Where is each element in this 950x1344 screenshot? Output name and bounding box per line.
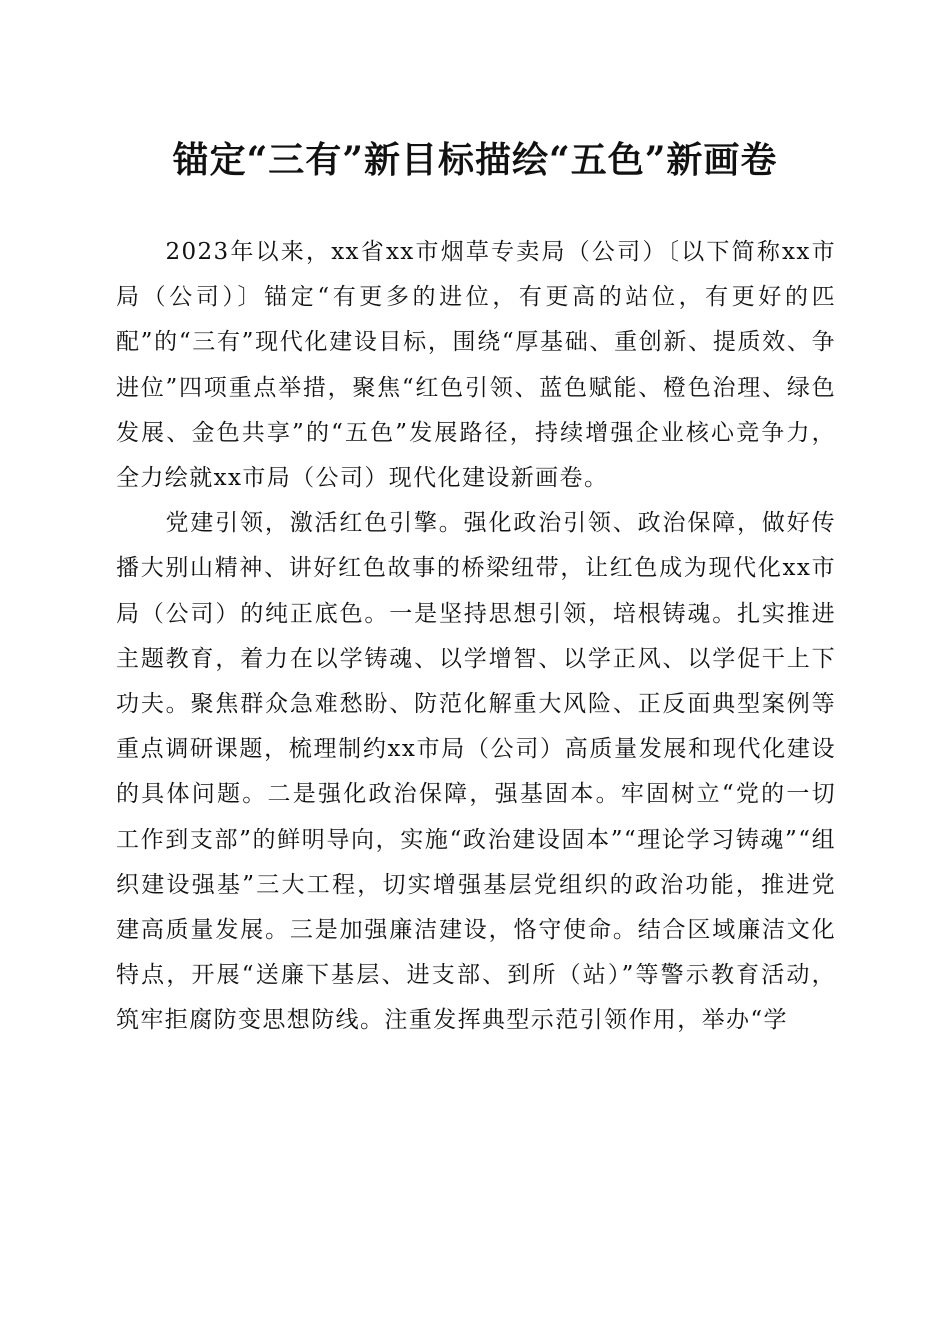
paragraph-intro: 2023年以来，xx省xx市烟草专卖局（公司）〔以下简称xx市局（公司）〕锚定“有更多的进位，有更高的站位，有更好的匹配”的“三有”现代化建设目标，围绕“厚基础、重创新、提质效、争进位”四项重点举措，聚焦“红色引领、蓝色赋能、橙色治理、绿色发展、金色共享”的“五色”发展路径，持续增强企业核心竞争力，全力绘就xx市局（公司）现代化建设新画卷。 bbox=[116, 239, 836, 492]
document-body bbox=[116, 230, 836, 1044]
paragraph-party-building: 党建引领，激活红色引擎。强化政治引领、政治保障，做好传播大别山精神、讲好红色故事的桥梁纽带，让红色成为现代化xx市局（公司）的纯正底色。一是坚持思想引领，培根铸魂。扎实推进主题教育，着力在以学铸魂、以学增智、以学正风、以学促干上下功夫。聚焦群众急难愁盼、防范化解重大风险、正反面典型案例等重点调研课题，梳理制约xx市局（公司）高质量发展和现代化建设的具体问题。二是强化政治保障，强基固本。牢固树立“党的一切工作到支部”的鲜明导向，实施“政治建设固本”“理论学习铸魂”“组织建设强基”三大工程，切实增强基层党组织的政治功能，推进党建高质量发展。三是加强廉洁建设，恪守使命。结合区域廉洁文化特点，开展“送廉下基层、进支部、到所（站）”等警示教育活动，筑牢拒腐防变思想防线。注重发挥典型示范引领作用，举办“学 bbox=[116, 510, 836, 1034]
document-title: 锚定“三有”新目标描绘“五色”新画卷 bbox=[172, 139, 778, 181]
